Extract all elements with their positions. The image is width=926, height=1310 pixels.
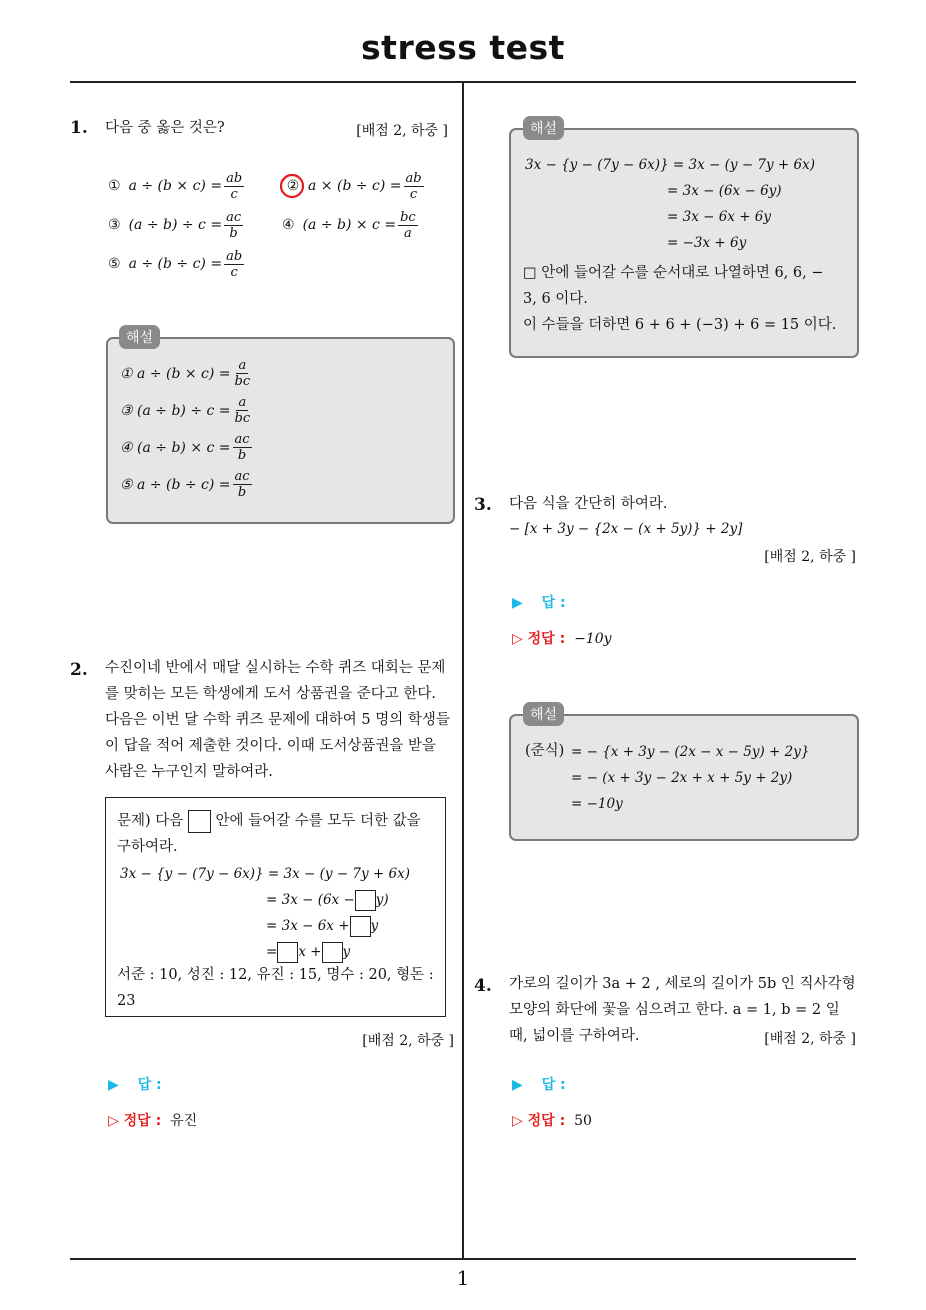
q4-correct-row: ▷ 정답 : 50 xyxy=(512,1113,592,1129)
q1-question: 다음 중 옳은 것은? xyxy=(105,120,225,136)
q2-problem-eq1: 3x − {y − (7y − 6x)} = 3x − (y − 7y + 6x) xyxy=(120,866,410,882)
q4-answer-row[interactable]: ▶ 답 : xyxy=(512,1077,566,1093)
q3-explain-label: (준식) xyxy=(525,743,565,759)
q4-points: [배점 2, 하중 ] xyxy=(764,1031,856,1047)
q1-option-4[interactable]: ④ (a ÷ b) × c = $\frac{bc}{a}$ xyxy=(282,209,416,241)
q2-explain-eq: 3x − {y − (7y − 6x)} = 3x − (y − 7y + 6x) xyxy=(525,157,815,173)
outline-arrow-icon: ▷ xyxy=(512,631,523,647)
play-arrow-icon: ▶ xyxy=(512,1077,523,1093)
q2-question: 수진이네 반에서 매달 실시하는 수학 퀴즈 대회는 문제 를 맞히는 모든 학생에게 도서 상품권을 준다고 한다. 다음은 이번 달 수학 퀴즈 문제에 대하여 5 명의 학생들 이 답을 적어 제출한 것이다. 이때 도서상품권을 받을 사람은 누구인지 말하여라. xyxy=(105,660,450,780)
q2-problem-eq3: = 3x − 6x + y xyxy=(266,913,378,939)
blank-box xyxy=(322,942,343,963)
q2-problem-eq4: = x + y xyxy=(266,939,350,965)
q1-number: 1. xyxy=(70,118,88,138)
blank-box xyxy=(355,890,376,911)
q1-explain-box xyxy=(106,337,455,524)
blank-box xyxy=(277,942,298,963)
blank-box xyxy=(188,810,211,833)
q2-number: 2. xyxy=(70,660,88,680)
selected-circle-icon xyxy=(278,172,306,200)
q2-student-answers-cont: 23 xyxy=(117,993,136,1009)
q3-explain-tag: 해설 xyxy=(523,702,564,726)
q3-number: 3. xyxy=(474,495,492,515)
q3-explain-box xyxy=(509,714,859,841)
play-arrow-icon: ▶ xyxy=(512,595,523,611)
q2-explain-text: 이 수들을 더하면 6 + 6 + (−3) + 6 = 15 이다. xyxy=(523,317,837,333)
outline-arrow-icon: ▷ xyxy=(108,1113,119,1129)
q2-student-answers: 서준 : 10, 성진 : 12, 유진 : 15, 명수 : 20, 형돈 : xyxy=(117,967,434,983)
q4-number: 4. xyxy=(474,976,492,996)
q2-problem-frame xyxy=(105,797,446,1017)
q3-points: [배점 2, 하중 ] xyxy=(764,549,856,565)
q2-explain-eq: = 3x − (6x − 6y) xyxy=(667,183,782,199)
q1-explain-line: ④ (a ÷ b) × c = $\frac{ac}{b}$ xyxy=(120,432,250,463)
outline-arrow-icon: ▷ xyxy=(512,1113,523,1129)
q1-explain-tag: 해설 xyxy=(119,325,160,349)
q1-option-2[interactable]: ② a × (b ÷ c) = $\frac{ab}{c}$ xyxy=(282,167,426,205)
q2-explain-box xyxy=(509,128,859,358)
q2-correct-row: ▷ 정답 : 유진 xyxy=(108,1113,198,1129)
q2-problem-eq2: = 3x − (6x − y) xyxy=(266,887,389,913)
q1-option-5[interactable]: ⑤ a ÷ (b ÷ c) = $\frac{ab}{c}$ xyxy=(108,248,243,280)
q3-answer-row[interactable]: ▶ 답 : xyxy=(512,595,566,611)
q1-option-3[interactable]: ③ (a ÷ b) ÷ c = $\frac{ac}{b}$ xyxy=(108,209,242,241)
q2-explain-eq: = 3x − 6x + 6y xyxy=(667,209,772,225)
q2-problem-line1: 문제) 다음 안에 들어갈 수를 모두 더한 값을 xyxy=(117,808,421,834)
q1-explain-line: ① a ÷ (b × c) = $\frac{a}{bc}$ xyxy=(120,358,251,389)
q4-question: 가로의 길이가 3a + 2 , 세로의 길이가 5b 인 직사각형 모양의 화단에 꽃을 심으려고 한다. a = 1, b = 2 일 때, 넓이를 구하여라. xyxy=(509,976,856,1044)
q3-expression: − [x + 3y − {2x − (x + 5y)} + 2y] xyxy=(509,521,743,537)
q3-question: 다음 식을 간단히 하여라. xyxy=(509,496,668,512)
q2-answer-row[interactable]: ▶ 답 : xyxy=(108,1077,162,1093)
q3-explain-eq: = − (x + 3y − 2x + x + 5y + 2y) xyxy=(571,770,793,786)
play-arrow-icon: ▶ xyxy=(108,1077,119,1093)
q3-explain-eq: = −10y xyxy=(571,796,623,812)
q2-explain-text: 3, 6 이다. xyxy=(523,291,588,307)
page-title: stress test xyxy=(361,28,565,67)
q1-option-1[interactable]: ① a ÷ (b × c) = $\frac{ab}{c}$ xyxy=(108,170,243,202)
footer-rule xyxy=(70,1258,856,1260)
q3-explain-eq: = − {x + 3y − (2x − x − 5y) + 2y} xyxy=(571,744,810,760)
q2-points: [배점 2, 하중 ] xyxy=(362,1033,454,1049)
q2-explain-tag: 해설 xyxy=(523,116,564,140)
q1-explain-line: ③ (a ÷ b) ÷ c = $\frac{a}{bc}$ xyxy=(120,395,251,426)
column-divider xyxy=(462,83,464,1259)
q2-problem-line2: 구하여라. xyxy=(117,839,178,855)
q3-correct-row: ▷ 정답 : −10y xyxy=(512,631,612,647)
q1-points: [배점 2, 하중 ] xyxy=(356,123,448,139)
q1-explain-line: ⑤ a ÷ (b ÷ c) = $\frac{ac}{b}$ xyxy=(120,469,250,500)
q2-explain-text: □ 안에 들어갈 수를 순서대로 나열하면 6, 6, − xyxy=(523,265,824,281)
q2-explain-eq: = −3x + 6y xyxy=(667,235,747,251)
blank-box xyxy=(350,916,371,937)
page-number: 1 xyxy=(456,1266,470,1290)
